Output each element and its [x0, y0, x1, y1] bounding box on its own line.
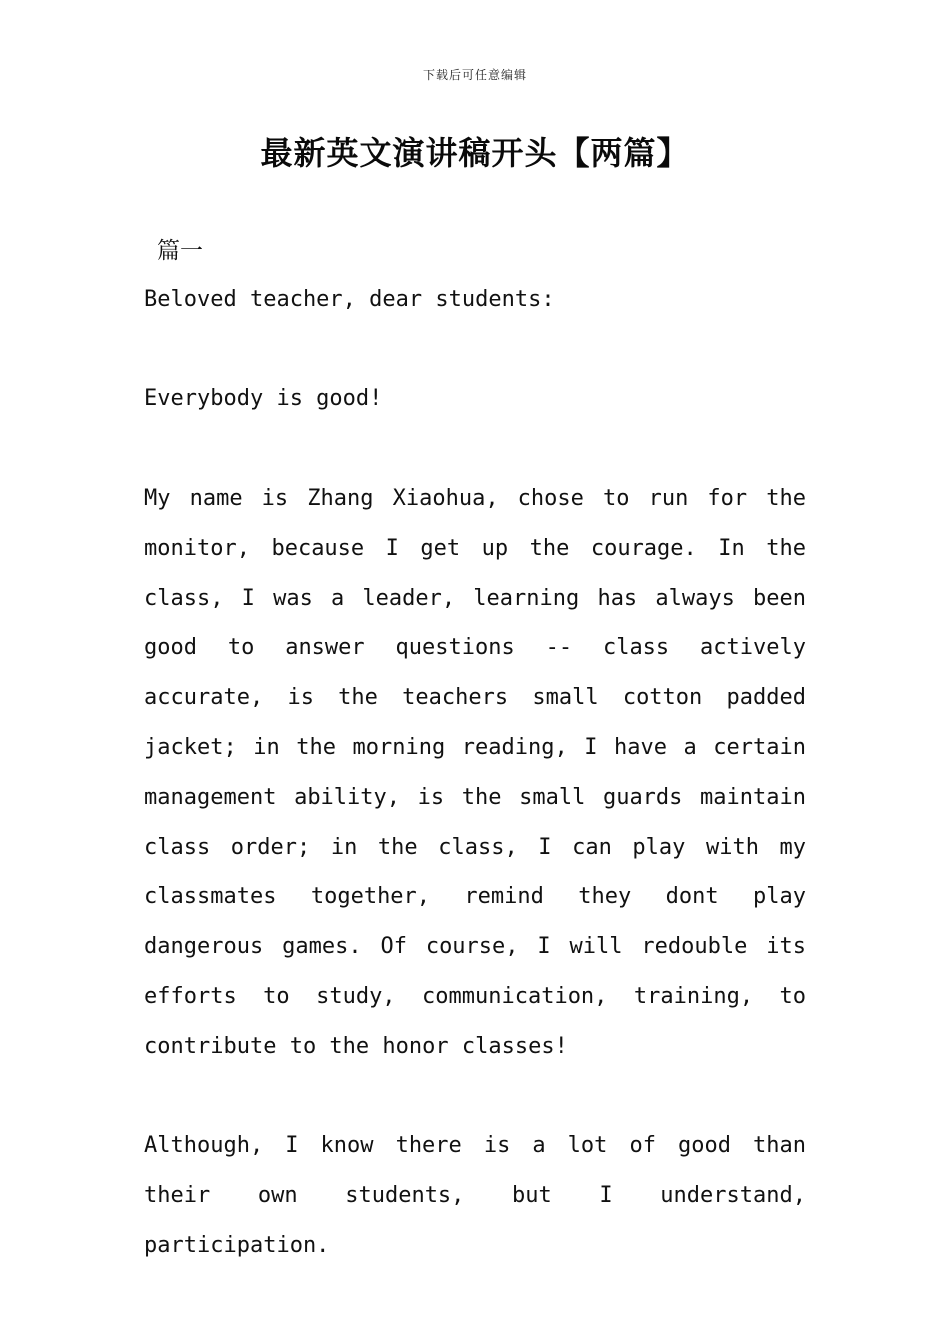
hello-paragraph: Everybody is good! — [144, 386, 383, 411]
page-header-note: 下载后可任意编辑 — [422, 68, 527, 82]
although-paragraph: Although, I know there is a lot of good than their own students, but I understand, participation. — [144, 1133, 806, 1258]
greeting-paragraph: Beloved teacher, dear students: — [144, 287, 555, 312]
section-label: 篇一 — [157, 238, 203, 264]
document-title: 最新英文演讲稿开头【两篇】 — [260, 134, 690, 172]
main-paragraph: My name is Zhang Xiaohua, chose to run for the monitor, because I get up the courage. In the class, I was a leader, learning has always been good to answer questions -- class actively accurate, is the teachers small cotton padded jacket; in the morning reading, I have a certain management ability, is the small guards maintain class order; in the class, I can play with my classmates together, remind they dont play dangerous games. Of course, I will redouble its efforts to study, communication, training, to contribute to the honor classes! — [144, 486, 806, 1059]
